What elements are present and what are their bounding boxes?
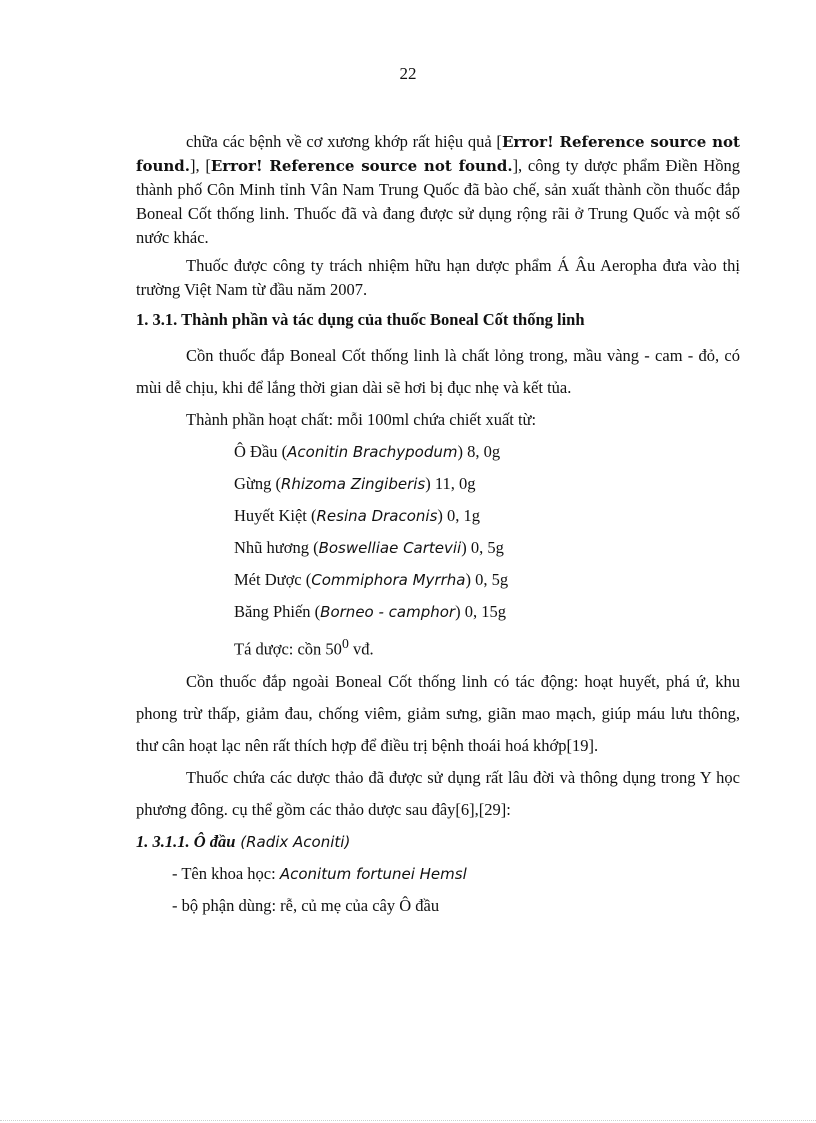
ingredient-item: Băng Phiến (Borneo - camphor) 0, 15g	[234, 602, 506, 621]
ingredient-item: Mét Dược (Commiphora Myrrha) 0, 5g	[234, 570, 509, 589]
page-bottom-divider	[0, 1120, 816, 1121]
paragraph-text: ], [	[189, 156, 211, 175]
ingredient-item: Huyết Kiệt (Resina Draconis) 0, 1g	[234, 506, 481, 525]
paragraph-2: Thuốc được công ty trách nhiệm hữu hạn dược phẩm Á Âu Aeropha đưa vào thị trường Việt Nam từ đầu năm 2007.	[136, 256, 740, 299]
scientific-name-line: - Tên khoa học: Aconitum fortunei Hemsl	[172, 863, 467, 883]
ingredient-item: Gừng (Rhizoma Zingiberis) 11, 0g	[234, 474, 476, 493]
section-heading-1-3-1: 1. 3.1. Thành phần và tác dụng của thuốc Boneal Cốt thống linh	[136, 310, 585, 329]
parts-used-line: - bộ phận dùng: rễ, củ mẹ của cây Ô đầu	[172, 895, 440, 915]
reference-error: Error! Reference source not found.	[210, 157, 513, 175]
ingredient-item: Ô Đầu (Aconitin Brachypodum) 8, 0g	[234, 442, 501, 461]
ingredient-list	[136, 436, 740, 666]
paragraph-text: chữa các bệnh về cơ xương khớp rất hiệu quả [	[186, 132, 502, 151]
section-heading-1-3-1-1: 1. 3.1.1. Ô đầu (Radix Aconiti)	[136, 831, 351, 851]
paragraph-6: Thuốc chứa các dược thảo đã được sử dụng rất lâu đời và thông dụng trong Y học phương đông. cụ thể gồm các thảo dược sau đây[6],[29]:	[136, 767, 740, 819]
paragraph-1	[136, 130, 740, 250]
paragraph-5: Cồn thuốc đắp ngoài Boneal Cốt thống linh có tác động: hoạt huyết, phá ứ, khu phong trừ thấp, giảm đau, chống viêm, giảm sưng, giãn mao mạch, giúp máu lưu thông, thư cân hoạt lạc nên rất thích hợp để điều trị bệnh thoái hoá khớp[19].	[136, 671, 740, 755]
paragraph-4: Thành phần hoạt chất: mỗi 100ml chứa chiết xuất từ:	[186, 410, 537, 429]
paragraph-3: Cồn thuốc đắp Boneal Cốt thống linh là chất lỏng trong, mầu vàng - cam - đỏ, có mùi dễ chịu, khi để lắng thời gian dài sẽ hơi bị đục nhẹ và kết tủa.	[136, 346, 740, 397]
document-body	[136, 130, 740, 922]
paragraph-text: ], công ty dược phẩm Điền Hồng thành phố Côn Minh tỉnh Vân Nam Trung Quốc đã bào chế, sản xuất thành cồn thuốc đắp Boneal Cốt thống linh. Thuốc đã và đang được sử dụng rộng rãi ở Trung Quốc và một số nước khác.	[136, 156, 740, 247]
ingredient-item: Nhũ hương (Boswelliae Cartevii) 0, 5g	[234, 538, 504, 557]
reference-error: Error! Reference source not found.	[136, 133, 740, 175]
excipient-item: Tá dược: cồn $50^0$ vđ.	[234, 636, 374, 659]
page-number: 22	[399, 64, 417, 83]
